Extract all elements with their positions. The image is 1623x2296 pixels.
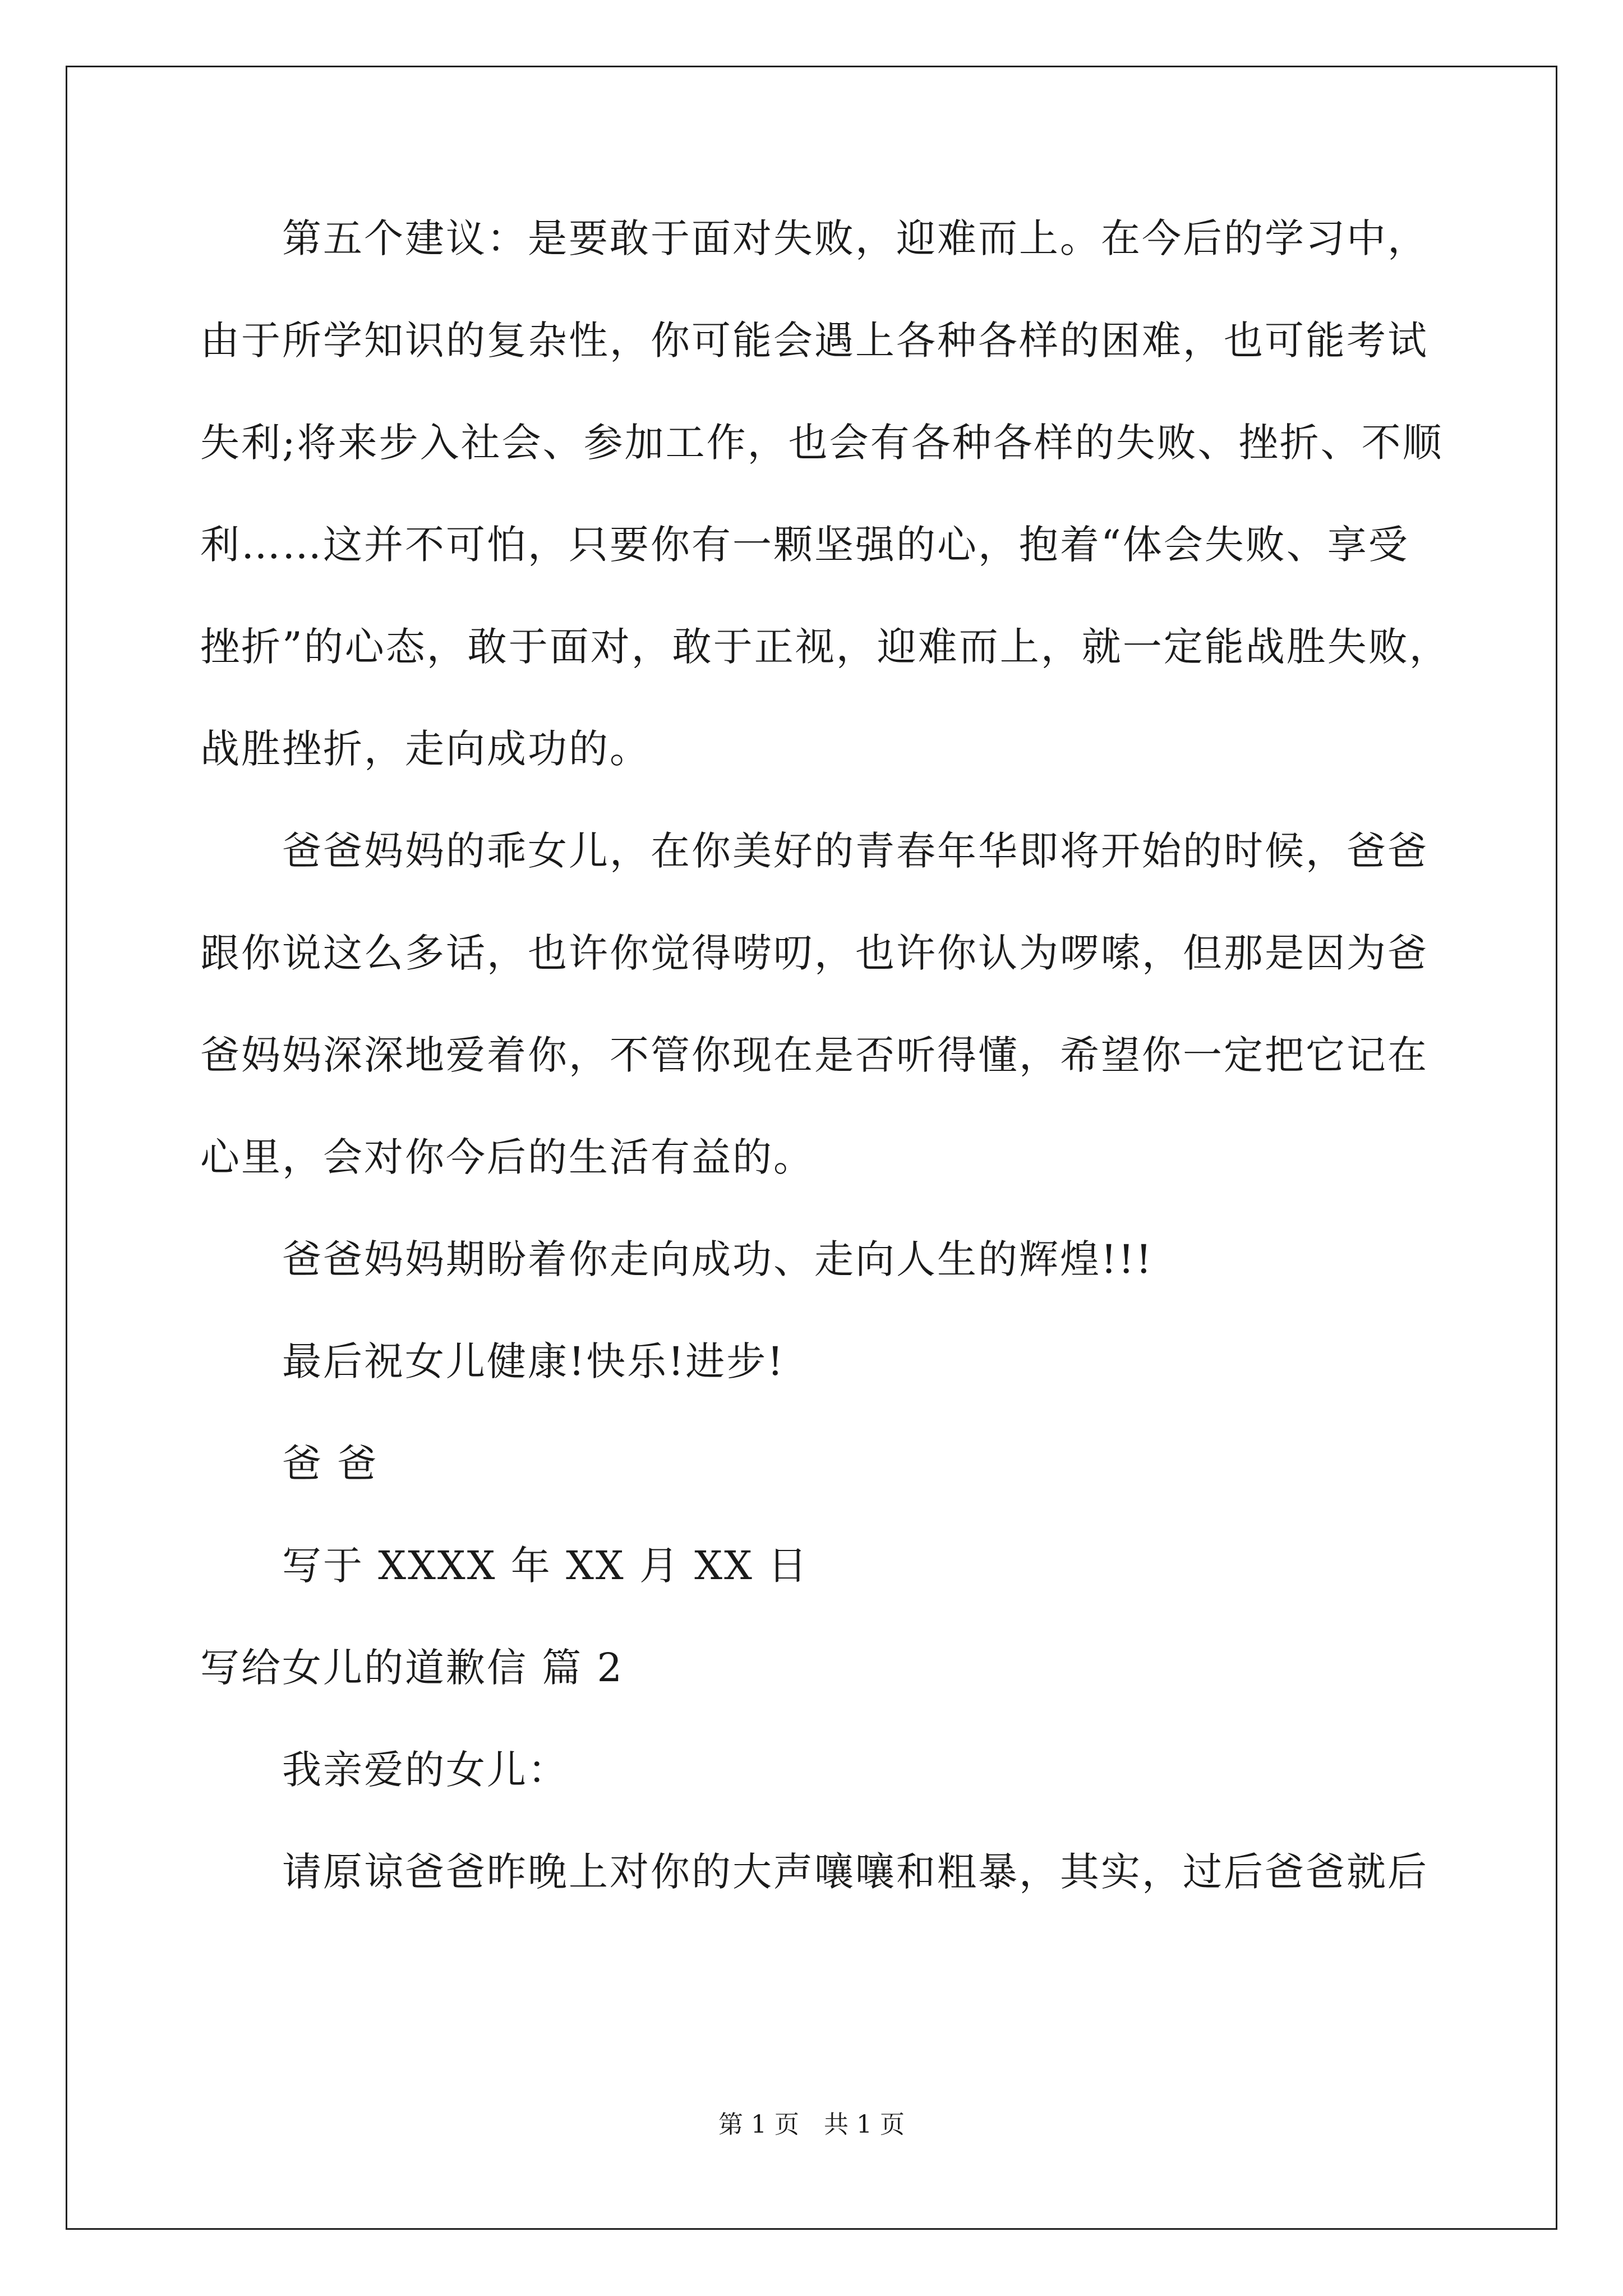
date-line: 写于 XXXX 年 XX 月 XX 日 [200, 1543, 809, 1589]
text-line: 爸爸妈妈的乖女儿，在你美好的青春年华即将开始的时候，爸爸 [200, 828, 1428, 874]
section-heading: 写给女儿的道歉信 篇 2 [200, 1645, 624, 1691]
page-footer [0, 2108, 1623, 2142]
text-line: 挫折”的心态，敢于面对，敢于正视，迎难而上，就一定能战胜失败， [200, 624, 1450, 670]
text-line: 跟你说这么多话，也许你觉得唠叨，也许你认为啰嗦，但那是因为爸 [200, 930, 1428, 976]
salutation-line: 我亲爱的女儿： [200, 1747, 569, 1793]
text-line: 心里，会对你今后的生活有益的。 [200, 1134, 814, 1180]
page-number-label: 第 1 页 共 1 页 [718, 2110, 905, 2139]
text-line: 利……这并不可怕，只要你有一颗坚强的心，抱着“体会失败、享受 [200, 522, 1409, 568]
signature-line: 爸 爸 [200, 1441, 379, 1487]
text-line: 请原谅爸爸昨晚上对你的大声嚷嚷和粗暴，其实，过后爸爸就后 [200, 1849, 1428, 1895]
text-line: 失利;将来步入社会、参加工作，也会有各种各样的失败、挫折、不顺 [200, 420, 1444, 466]
text-line: 由于所学知识的复杂性，你可能会遇上各种各样的困难，也可能考试 [200, 318, 1428, 364]
text-line: 爸爸妈妈期盼着你走向成功、走向人生的辉煌!!! [200, 1236, 1154, 1282]
text-line: 最后祝女儿健康!快乐!进步! [200, 1338, 785, 1384]
text-line: 战胜挫折，走向成功的。 [200, 726, 651, 772]
text-line: 第五个建议：是要敢于面对失败，迎难而上。在今后的学习中， [200, 215, 1428, 261]
text-line: 爸妈妈深深地爱着你，不管你现在是否听得懂，希望你一定把它记在 [200, 1032, 1428, 1078]
